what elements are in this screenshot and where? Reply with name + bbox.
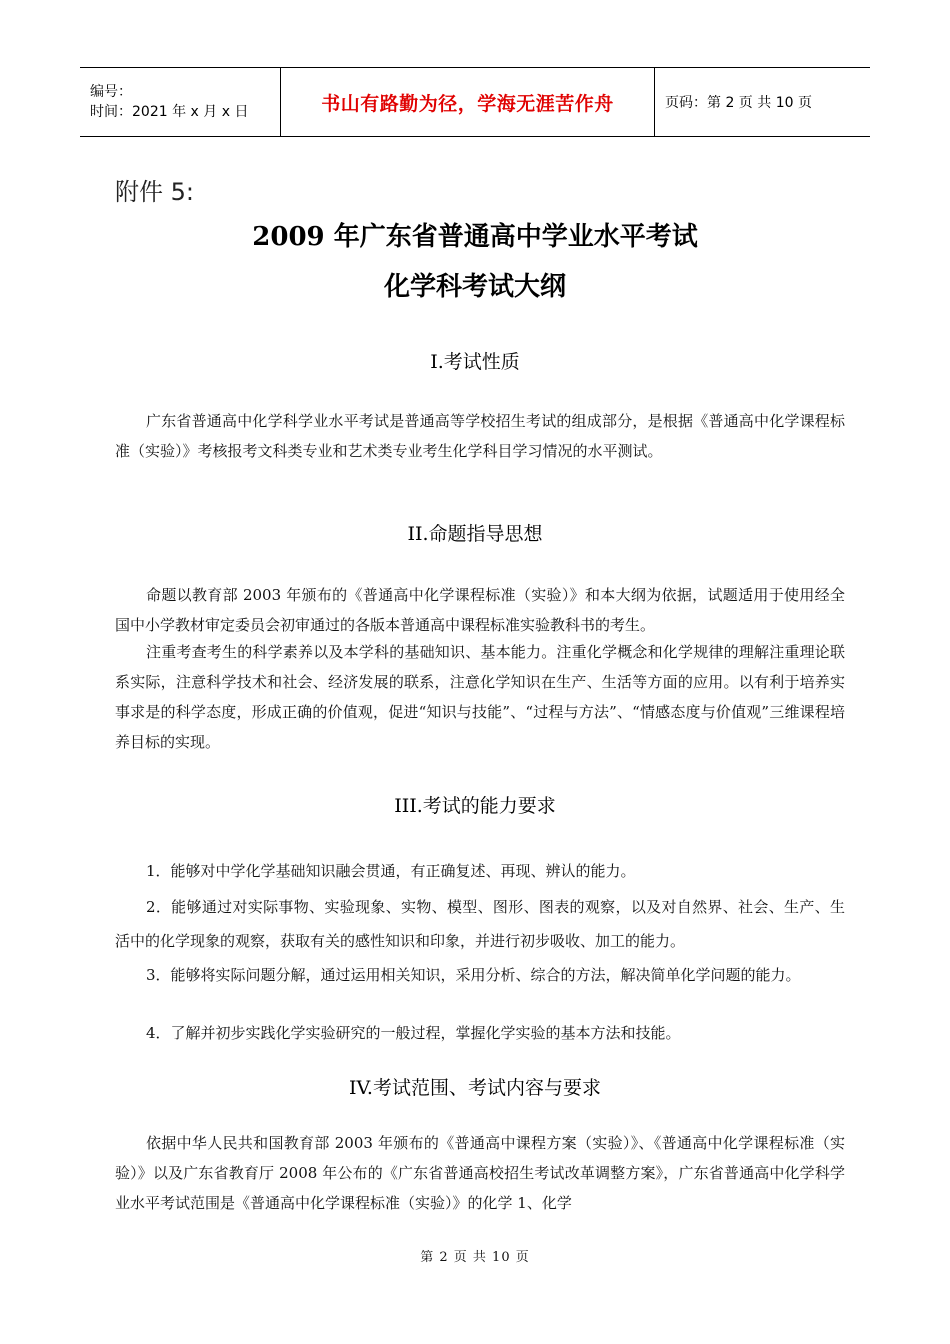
- number-label: 编号：: [90, 84, 132, 100]
- section-heading-scope: [0, 1073, 950, 1100]
- attachment-label: 附件 5:: [115, 178, 194, 206]
- document-subtitle: 化学科考试大纲: [383, 272, 566, 302]
- paragraph-guide-1: 命题以教育部 2003 年颁布的《普通高中化学课程标准（实验）》和本大纲为依据，试题适用于使用经全国中小学教材审定委员会初审通过的各版本普通高中课程标准实验教科书的考生。: [115, 586, 845, 634]
- document-title: 2009 年广东省普通高中学业水平考试: [252, 222, 698, 252]
- list-item-ability-3: 3．能够将实际问题分解，通过运用相关知识，采用分析、综合的方法，解决简单化学问题的能力。: [146, 966, 801, 984]
- page-footer: 第 2 页 共 10 页: [420, 1250, 530, 1265]
- time-label: 时间：2021 年 x 月 x 日: [90, 104, 249, 120]
- section-number: I.: [430, 351, 444, 373]
- header-meta: [80, 68, 281, 136]
- section-title: 考试的能力要求: [422, 795, 556, 817]
- header-motto: 书山有路勤为径，学海无涯苦作舟: [281, 68, 655, 136]
- section-number: III.: [394, 795, 423, 817]
- section-title: 命题指导思想: [428, 523, 543, 545]
- section-number: IV.: [349, 1077, 373, 1099]
- section-number: II.: [407, 523, 429, 545]
- section-heading-ability: [0, 791, 950, 818]
- list-item-ability-2: 2．能够通过对实际事物、实验现象、实物、模型、图形、图表的观察，以及对自然界、社会、生产、生活中的化学现象的观察，获取有关的感性知识和印象，并进行初步吸收、加工的能力。: [115, 898, 845, 950]
- section-heading-nature: [0, 347, 950, 374]
- section-heading-guide: [0, 519, 950, 546]
- paragraph-nature: 广东省普通高中化学科学业水平考试是普通高等学校招生考试的组成部分，是根据《普通高中化学课程标准（实验）》考核报考文科类专业和艺术类专业考生化学科目学习情况的水平测试。: [115, 412, 845, 460]
- document-header: [80, 67, 870, 137]
- section-title: 考试性质: [443, 351, 520, 373]
- list-item-ability-1: 1．能够对中学化学基础知识融会贯通，有正确复述、再现、辨认的能力。: [146, 862, 636, 880]
- paragraph-guide-2: 注重考查考生的科学素养以及本学科的基础知识、基本能力。注重化学概念和化学规律的理解注重理论联系实际，注意科学技术和社会、经济发展的联系，注意化学知识在生产、生活等方面的应用。以有利于培养实事求是的科学态度，形成正确的价值观，促进“知识与技能”、“过程与方法”、“情感态度与价值观”三维课程培养目标的实现。: [115, 643, 845, 751]
- header-page-info: 页码：第 2 页 共 10 页: [665, 95, 812, 111]
- section-title: 考试范围、考试内容与要求: [372, 1077, 601, 1099]
- paragraph-scope: 依据中华人民共和国教育部 2003 年颁布的《普通高中课程方案（实验）》、《普通高中化学课程标准（实验）》以及广东省教育厅 2008 年公布的《广东省普通高校招生考试改革调整方案》，广东省普通高中化学科学业水平考试范围是《普通高中化学课程标准（实验）》的化学 1、化学: [115, 1134, 845, 1212]
- list-item-ability-4: 4．了解并初步实践化学实验研究的一般过程，掌握化学实验的基本方法和技能。: [146, 1024, 681, 1042]
